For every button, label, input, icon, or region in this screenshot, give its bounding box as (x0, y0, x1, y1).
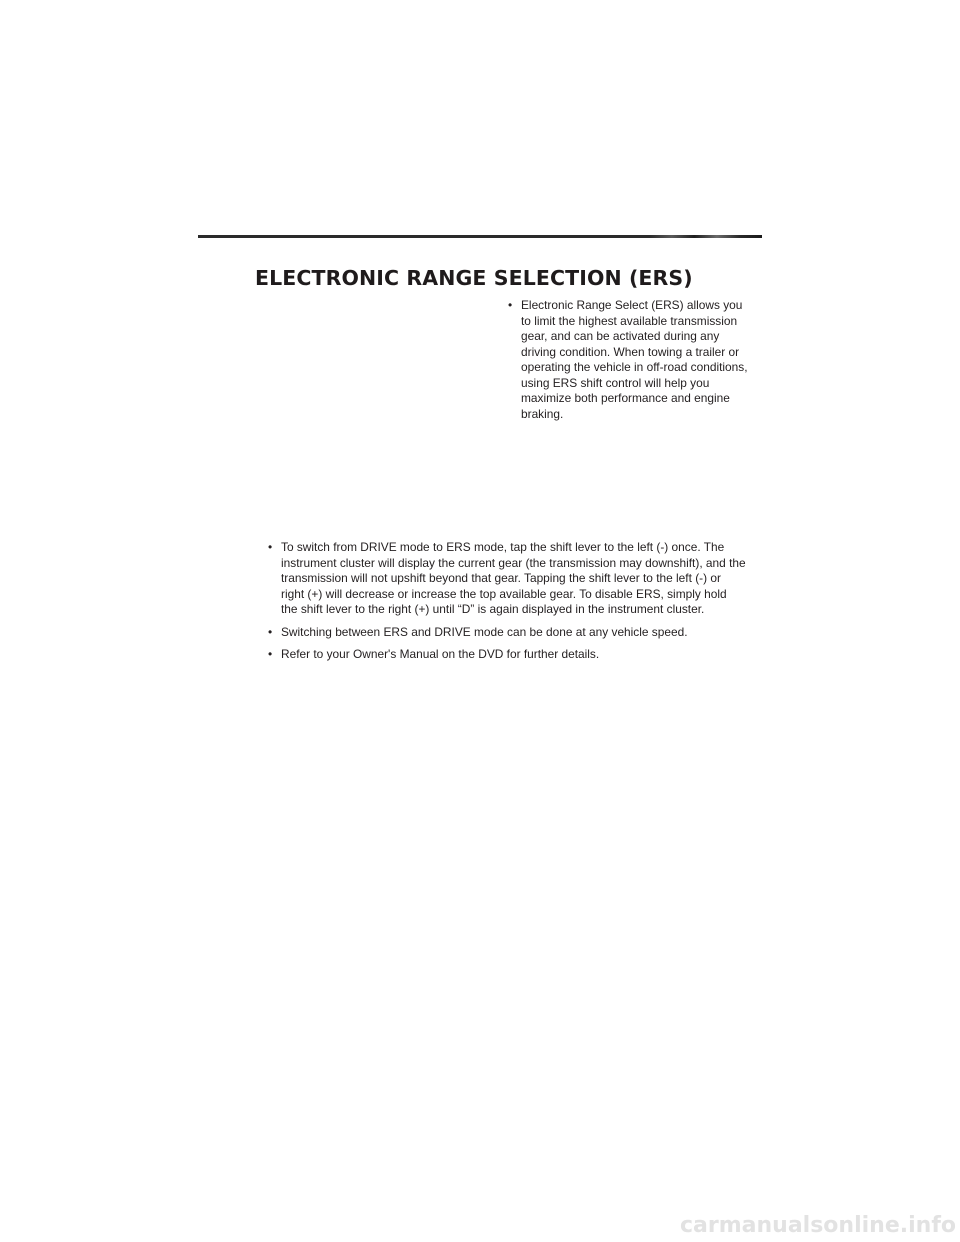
bullet-icon: • (268, 647, 273, 661)
section-divider (198, 235, 762, 238)
bullet-icon: • (508, 298, 513, 312)
list-item (508, 298, 748, 422)
bullet-icon: • (268, 624, 273, 639)
list-item (268, 625, 746, 641)
main-bullet-list (268, 540, 746, 670)
list-item-text: Switching between ERS and DRIVE mode can be done at any vehicle speed. (281, 624, 688, 639)
watermark: carmanualsonline.info (680, 1213, 956, 1238)
list-item-text: To switch from DRIVE mode to ERS mode, tap the shift lever to the left (-) once. The instrument cluster will display the current gear (the transmission may downshift), and the transmission will not upshift beyond that gear. Tapping the shift lever to the left (-) or right (+) will decrease or increase the top available gear. To disable ERS, simply hold the shift lever to the right (+) until “D” is again displayed in the instrument cluster. (281, 540, 746, 616)
bullet-icon: • (268, 540, 273, 554)
list-item-text: Refer to your Owner's Manual on the DVD for further details. (281, 647, 600, 661)
section-title: ELECTRONIC RANGE SELECTION (ERS) (255, 266, 693, 290)
list-item (268, 647, 746, 663)
list-item (268, 540, 746, 618)
list-item-text: Electronic Range Select (ERS) allows you to limit the highest available transmission gear, and can be activated during any driving condition. When towing a trailer or operating the vehicle in off-road conditions, using ERS shift control will help you maximize both performance and engine braking. (521, 298, 748, 421)
intro-bullet-list (508, 298, 748, 422)
